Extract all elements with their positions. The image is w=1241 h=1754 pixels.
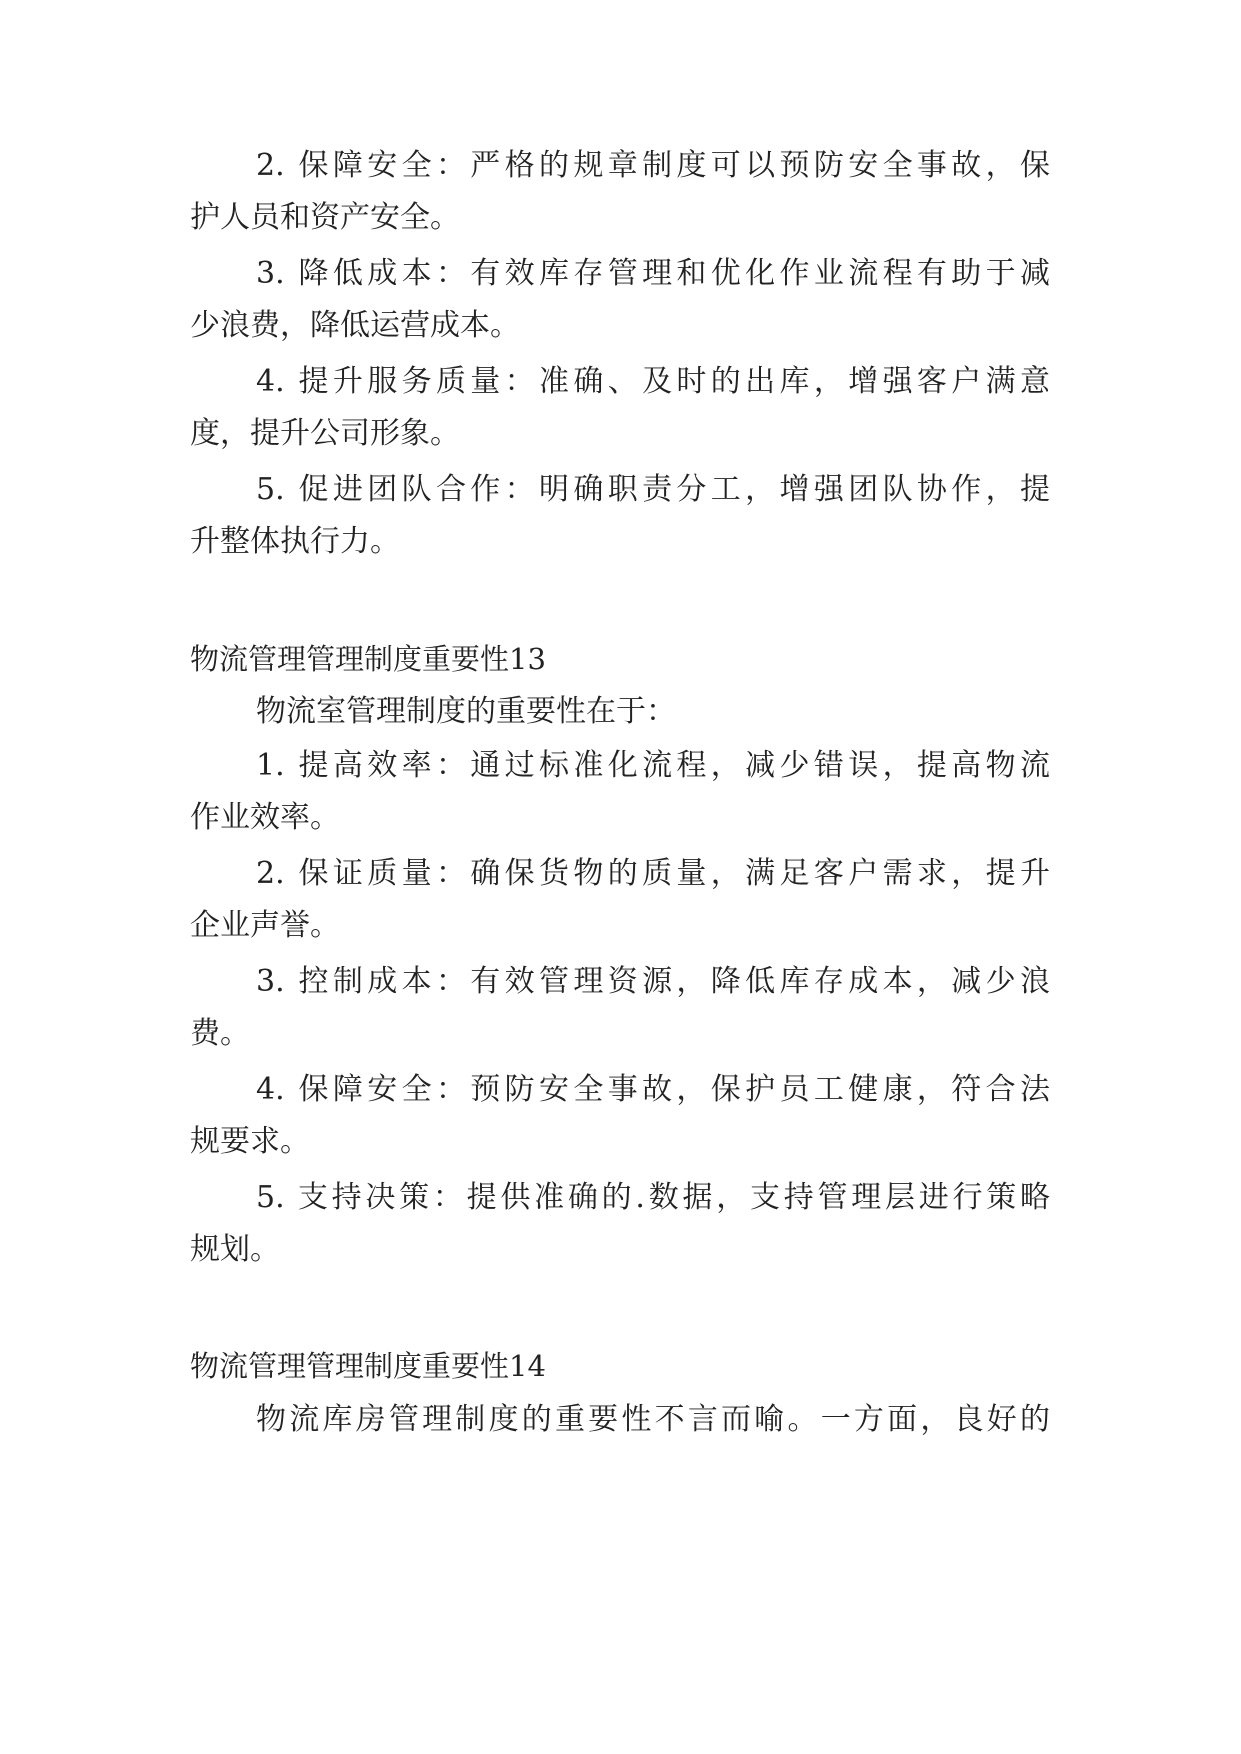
paragraph-line: 少浪费，降低运营成本。 bbox=[190, 308, 520, 343]
paragraph-line: 作业效率。 bbox=[190, 800, 340, 835]
section-heading: 物流管理管理制度重要性14 bbox=[190, 1349, 546, 1383]
paragraph-line: 2. 保证质量：确保货物的质量，满足客户需求，提升 bbox=[256, 856, 1050, 891]
paragraph-line: 5. 促进团队合作：明确职责分工，增强团队协作，提 bbox=[256, 472, 1050, 507]
paragraph-line: 物流库房管理制度的重要性不言而喻。一方面，良好的 bbox=[256, 1402, 1050, 1437]
paragraph-line: 规要求。 bbox=[190, 1124, 310, 1159]
paragraph-line: 费。 bbox=[190, 1016, 250, 1051]
paragraph-line: 5. 支持决策：提供准确的.数据，支持管理层进行策略 bbox=[256, 1180, 1050, 1215]
section-heading: 物流管理管理制度重要性13 bbox=[190, 642, 546, 676]
paragraph-line: 升整体执行力。 bbox=[190, 524, 400, 559]
paragraph-line: 4. 保障安全：预防安全事故，保护员工健康，符合法 bbox=[256, 1072, 1050, 1107]
paragraph-line: 3. 控制成本：有效管理资源，降低库存成本，减少浪 bbox=[256, 964, 1050, 999]
paragraph-line: 度，提升公司形象。 bbox=[190, 416, 460, 451]
paragraph-line: 规划。 bbox=[190, 1232, 280, 1267]
paragraph-line: 1. 提高效率：通过标准化流程，减少错误，提高物流 bbox=[256, 748, 1050, 783]
paragraph-line: 护人员和资产安全。 bbox=[190, 200, 460, 235]
paragraph-line: 3. 降低成本：有效库存管理和优化作业流程有助于减 bbox=[256, 256, 1050, 291]
paragraph-line: 4. 提升服务质量：准确、及时的出库，增强客户满意 bbox=[256, 364, 1050, 399]
paragraph-line: 物流室管理制度的重要性在于： bbox=[256, 694, 676, 729]
paragraph-line: 2. 保障安全：严格的规章制度可以预防安全事故，保 bbox=[256, 148, 1050, 183]
paragraph-line: 企业声誉。 bbox=[190, 908, 340, 943]
